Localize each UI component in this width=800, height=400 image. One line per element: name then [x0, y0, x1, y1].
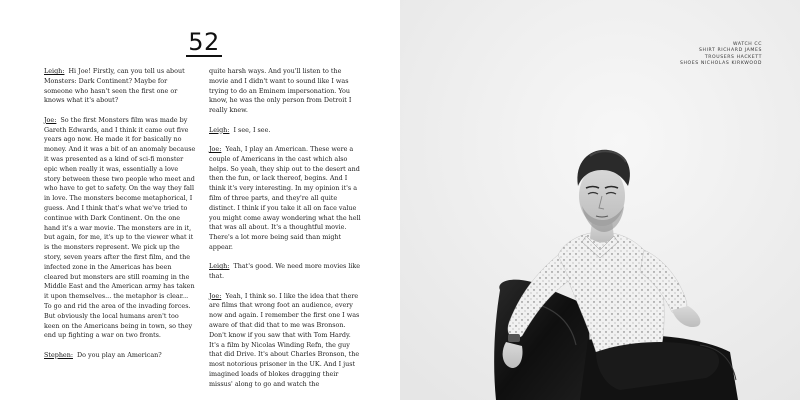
interview-paragraph	[209, 262, 361, 282]
interview-paragraph	[44, 116, 196, 341]
speaker-name: Leigh:	[44, 67, 65, 75]
interview-column-right	[209, 67, 361, 399]
interview-paragraph	[209, 145, 361, 253]
paragraph-text: Hi Joe! Firstly, can you tell us about Monsters: Dark Continent? Maybe for someone who hasn't seen the first one or knows what it's about?	[44, 67, 185, 105]
fashion-credits	[680, 42, 762, 68]
interview-paragraph	[209, 67, 361, 116]
interview-paragraph	[44, 351, 196, 361]
credit-line: SHOES NICHOLAS KIRKWOOD	[679, 61, 762, 67]
paragraph-text: Do you play an American?	[77, 350, 162, 359]
interview-paragraph	[209, 292, 361, 390]
paragraph-text: quite harsh ways. And you'll listen to the movie and I didn't want to sound like I was trying to do an Eminem impersonation. You know, he was the only person from Detroit I really knew.	[209, 67, 352, 115]
paragraph-text: Yeah, I think so. I like the idea that there are films that wrong foot an audience, every now and again. I remember the first one I was aware of that did that to me was Bronson. Don't know if you saw that with Tom Hardy. It's a film by Nicolas Winding Refn, the guy that did Drive. It's about Charles Bronson, the most notorious prisoner in the UK. And I just imagined loads of blokes dragging their missus' along to go and watch the	[209, 291, 360, 388]
credit-line: SHIRT RICHARD JAMES	[699, 48, 762, 54]
paragraph-text: Yeah, I play an American. These were a couple of Americans in the cast which also helps. So yeah, they ship out to the desert and then the fun, or lack thereof, begins. And I think it's very interesting. In my opinion it's a film of three parts, and they're all quite distinct. I think if you take it all on face value you might come away wondering what the hell that was all about. It's a thoughtful movie. There's a lot more being said than might appear.	[209, 144, 361, 251]
interview-paragraph	[44, 67, 196, 106]
paragraph-text: That's good. We need more movies like that.	[209, 262, 361, 281]
wristwatch	[508, 334, 520, 342]
photo-page	[400, 0, 800, 400]
interview-paragraph	[209, 126, 361, 136]
credit-line: WATCH CC	[733, 42, 762, 47]
speaker-name: Joe:	[209, 144, 222, 153]
speaker-name: Leigh:	[209, 125, 230, 134]
paragraph-text: I see, I see.	[233, 125, 271, 134]
interview-column-left	[44, 67, 196, 370]
page-number: 52	[186, 30, 222, 57]
paragraph-text: So the first Monsters film was made by Gareth Edwards, and I think it came out five years ago now. He made it for basically no money. And it was a bit of an anomaly because it was presented as a kind of sci-fi monster epic when really it was, essentially a love story between these two people who meet and who have to get to safety. On the way they fall in love. The monsters become metaphorical, I guess. And I think that's what we've tried to continue with Dark Continent. On the one hand it's a war movie. The monsters are in it, but again, for me, it's up to the viewer what it is the monsters represent. We pick up the story, seven years after the first film, and the infected zone in the Americas has been cleared but monsters are still roaming in the Middle East and the American army has taken it upon themselves... the metaphor is clear... To go and rid the area of the invading forces. But obviously the local humans aren't too keen on the Americans being in town, so they end up fighting a war on two fronts.	[44, 115, 196, 340]
speaker-name: Joe:	[209, 291, 222, 300]
credit-line: TROUSERS HACKETT	[704, 54, 762, 60]
speaker-name: Leigh:	[209, 262, 230, 271]
speaker-name: Stephen:	[44, 350, 73, 359]
speaker-name: Joe:	[44, 115, 57, 124]
